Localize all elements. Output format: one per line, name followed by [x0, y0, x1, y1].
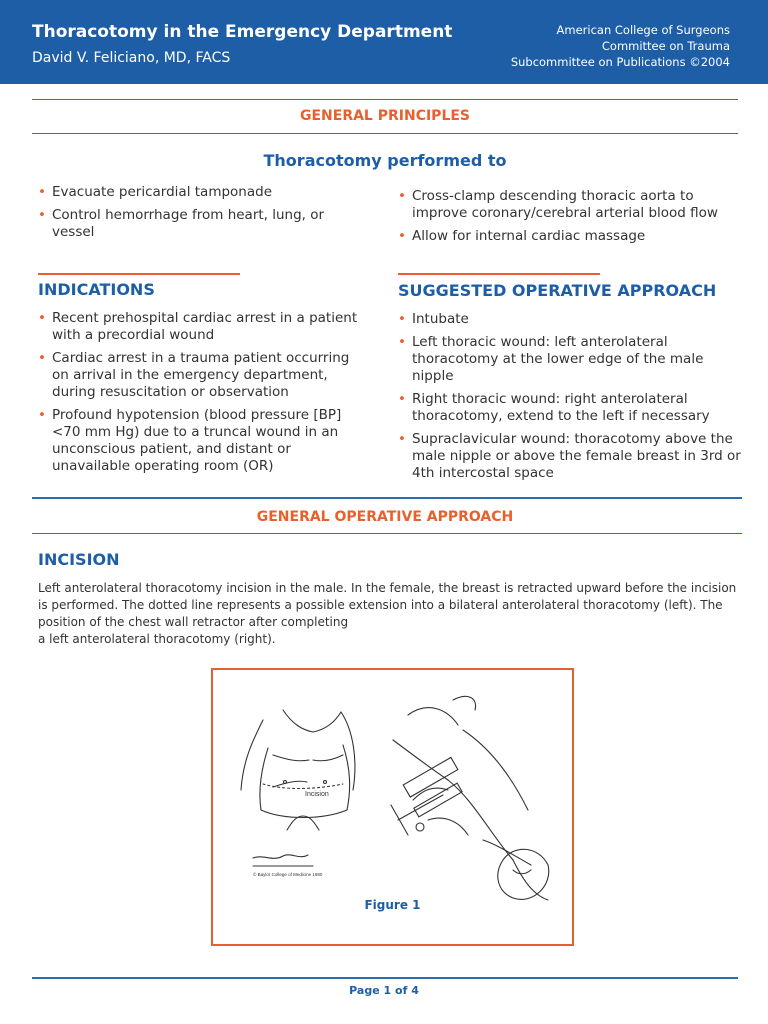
divider-principles — [32, 133, 738, 134]
indications-list — [38, 310, 368, 481]
paragraph-line: position of the chest wall retractor after completing — [38, 615, 349, 629]
organization-block — [511, 22, 730, 70]
list-item: • Left thoracic wound: left anterolateral thoracotomy at the lower edge of the male nipple — [398, 334, 743, 385]
paragraph-line: is performed. The dotted line represents a possible extension into a bilateral anterolateral thoracotomy (left). The — [38, 598, 723, 612]
org-line-2: Committee on Trauma — [601, 39, 730, 53]
paragraph-line: Left anterolateral thoracotomy incision in the male. In the female, the breast is retracted upward before the incision — [38, 581, 737, 595]
org-line-1: American College of Surgeons — [556, 23, 730, 37]
header-banner — [0, 0, 768, 84]
page-total: 4 — [411, 984, 419, 997]
list-item: • Cardiac arrest in a trauma patient occurring on arrival in the emergency department, during resuscitation or observation — [38, 350, 368, 401]
incision-title: INCISION — [38, 550, 120, 569]
list-item: • Allow for internal cardiac massage — [398, 228, 738, 245]
figure-frame — [211, 668, 574, 946]
list-item: • Cross-clamp descending thoracic aorta to improve coronary/cerebral arterial blood flow — [398, 188, 738, 222]
document-title: Thoracotomy in the Emergency Department — [32, 22, 453, 42]
principles-left-list — [38, 184, 368, 247]
approach-rule — [398, 273, 600, 275]
suggested-approach-list — [398, 311, 743, 488]
paragraph-line: a left anterolateral thoracotomy (right). — [38, 632, 276, 646]
page-number: 1 — [383, 984, 392, 997]
general-principles-title: GENERAL PRINCIPLES — [299, 108, 471, 124]
page-label: Page — [349, 984, 380, 997]
thoracotomy-subtitle: Thoracotomy performed to — [263, 151, 507, 170]
list-item: • Supraclavicular wound: thoracotomy above the male nipple or above the female breast in 3rd or 4th intercostal space — [398, 431, 743, 482]
indications-title: INDICATIONS — [38, 280, 155, 299]
list-item: • Right thoracic wound: right anterolateral thoracotomy, extend to the left if necessary — [398, 391, 743, 425]
indications-rule — [38, 273, 240, 275]
incision-label: Incision — [305, 791, 329, 798]
of-label: of — [395, 984, 408, 997]
document-author: David V. Feliciano, MD, FACS — [32, 50, 231, 66]
list-item: • Recent prehospital cardiac arrest in a patient with a precordial wound — [38, 310, 368, 344]
divider-top — [32, 99, 738, 100]
incision-paragraph — [38, 580, 738, 648]
thoracotomy-illustration — [213, 670, 572, 910]
page-indicator — [0, 984, 768, 997]
figure-copyright: © Baylor College of Medicine 1980 — [253, 872, 323, 877]
divider-operative-top — [32, 497, 742, 499]
list-item: • Profound hypotension (blood pressure [BP] <70 mm Hg) due to a truncal wound in an unconscious patient, and distant or unavailable operating room (OR) — [38, 407, 368, 475]
principles-right-list — [398, 188, 738, 251]
divider-operative — [32, 533, 742, 534]
list-item: • Intubate — [398, 311, 743, 328]
figure-caption: Figure 1 — [364, 898, 421, 912]
suggested-approach-title: SUGGESTED OPERATIVE APPROACH — [398, 281, 717, 300]
list-item: • Control hemorrhage from heart, lung, or vessel — [38, 207, 368, 241]
general-operative-title: GENERAL OPERATIVE APPROACH — [256, 509, 514, 525]
list-item: • Evacuate pericardial tamponade — [38, 184, 368, 201]
footer-rule — [32, 977, 738, 979]
org-line-3: Subcommittee on Publications ©2004 — [510, 55, 730, 69]
